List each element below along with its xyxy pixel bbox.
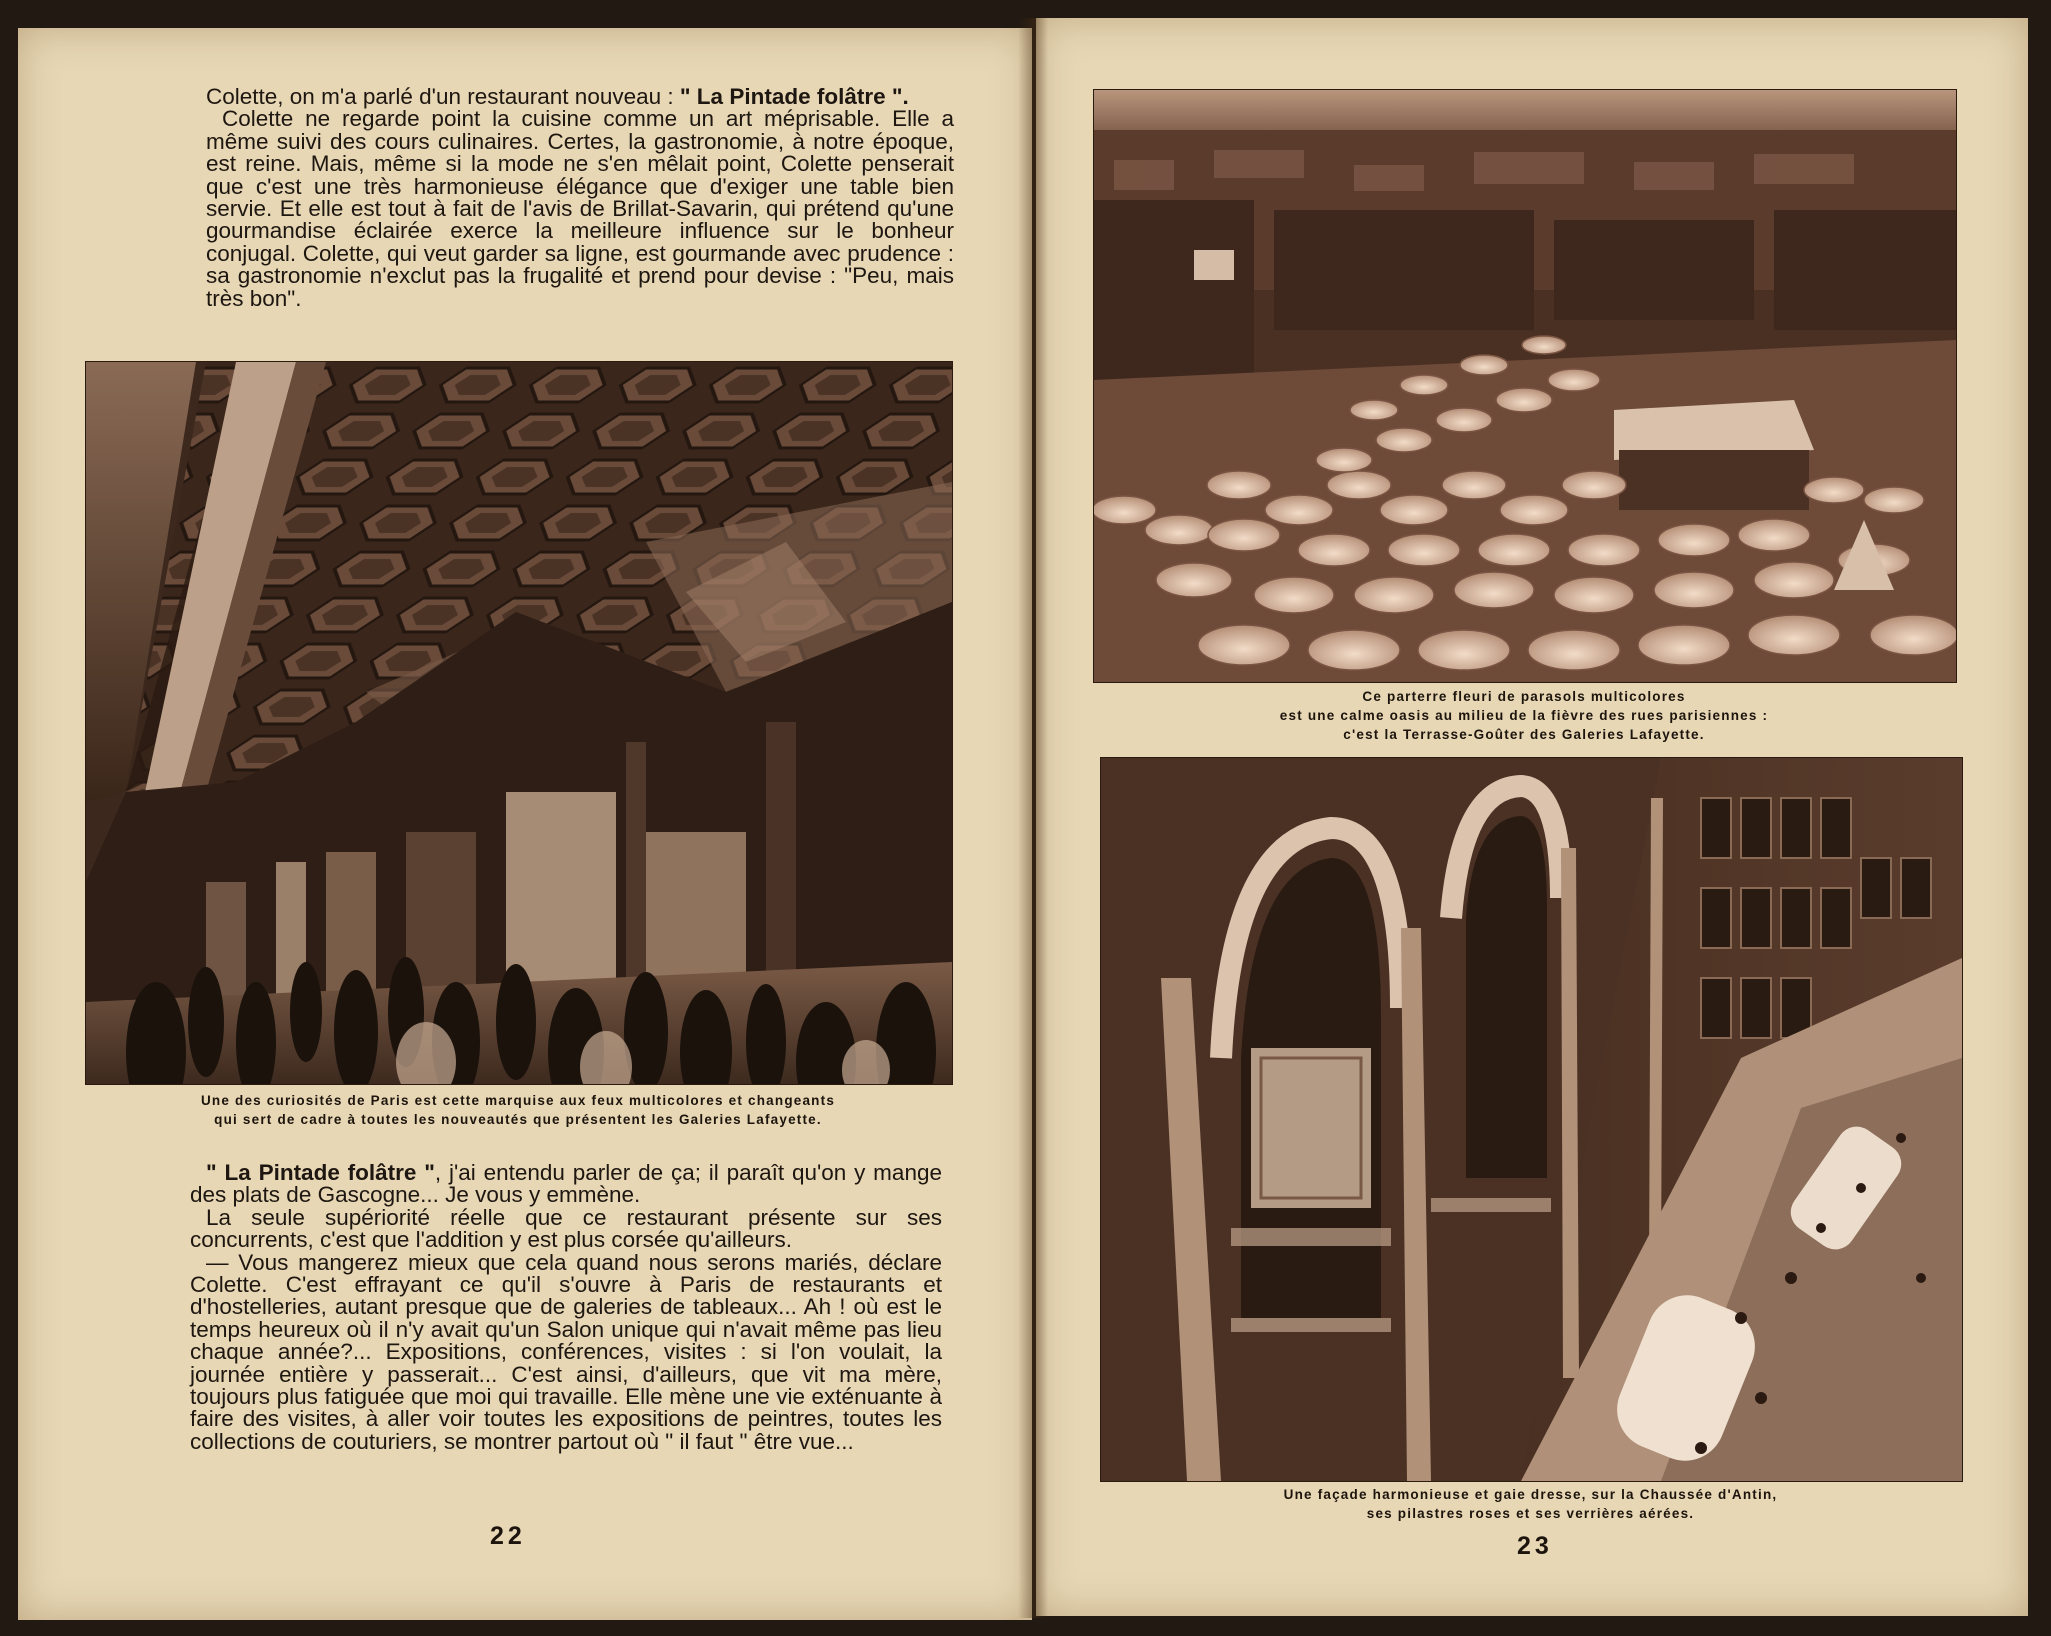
page-number-left: 22 [490, 1522, 526, 1550]
caption-terrasse-line-1: Ce parterre fleuri de parasols multicolores [1362, 689, 1686, 704]
caption-terrasse [1093, 687, 1955, 744]
caption-marquee-line-1: Une des curiosités de Paris est cette marquise aux feux multicolores et changeants [200, 1093, 836, 1108]
book-gutter [1018, 18, 1048, 1618]
paragraph-pintade: " La Pintade folâtre ", j'ai entendu parler de ça; il paraît qu'on y mange des plats de Gascogne... Je vous y emmène. [190, 1160, 942, 1208]
caption-marquee [85, 1091, 951, 1129]
paragraph-superiorite: La seule supériorité réelle que ce restaurant présente sur ses concurrents, c'est que l'addition y est plus corsée qu'ailleurs. [190, 1204, 942, 1253]
paragraph-intro-body: Colette ne regarde point la cuisine comme un art méprisable. Elle a même suivi des cours culinaires. Certes, la gastronomie, à notre époque, est reine. Mais, même si la mode ne s'en mêlait point, Colette penserait que c'est une très harmonieuse élégance que d'exiger une table bien servie. Et elle est tout à fait de l'avis de Brillat-Savarin, qui prétend qu'une gourmandise éclairée exerce la meilleure influence sur le bonheur conjugal. Colette, qui veut garder sa ligne, est gourmande avec prudence : sa gastronomie n'exclut pas la frugalité et prend pour devise : "Peu, mais très bon". [206, 106, 954, 311]
caption-marquee-line-2: qui sert de cadre à toutes les nouveautés que présentent les Galeries Lafayette. [214, 1112, 822, 1127]
photo-facade-chaussee-antin [1100, 757, 1963, 1482]
caption-facade-line-1: Une façade harmonieuse et gaie dresse, sur la Chaussée d'Antin, [1283, 1487, 1778, 1502]
photo-marquee-galeries-lafayette [85, 361, 953, 1085]
paragraph-intro-first-line: Colette, on m'a parlé d'un restaurant nouveau : " La Pintade folâtre ". [206, 84, 909, 109]
page-number-right: 23 [1517, 1532, 1553, 1560]
photo-terrasse-parasols [1093, 89, 1957, 683]
caption-facade [1100, 1485, 1961, 1523]
paragraph-dialogue [190, 1162, 942, 1453]
caption-terrasse-line-3: c'est la Terrasse-Goûter des Galeries Lafayette. [1343, 727, 1705, 742]
caption-terrasse-line-2: est une calme oasis au milieu de la fièvre des rues parisiennes : [1279, 708, 1769, 723]
caption-facade-line-2: ses pilastres roses et ses verrières aérées. [1366, 1506, 1695, 1521]
paragraph-intro [206, 86, 954, 310]
paragraph-colette-reply: — Vous mangerez mieux que cela quand nous serons mariés, déclare Colette. C'est effrayant ce qu'il s'ouvre à Paris de restaurants et d'hostelleries, autant presque que de galeries de tableaux... Ah ! où est le temps heureux où il n'y avait qu'un Salon unique qui n'avait même pas lieu chaque année?... Expositions, conférences, visites : si l'on voulait, la journée entière y passerait... C'est ainsi, d'ailleurs, que vit ma mère, toujours plus fatiguée que moi qui travaille. Elle mène une vie exténuante à faire des visites, à aller voir toutes les expositions de peintres, toutes les collections de couturiers, se montrer partout où " il faut " être vue... [190, 1249, 942, 1454]
